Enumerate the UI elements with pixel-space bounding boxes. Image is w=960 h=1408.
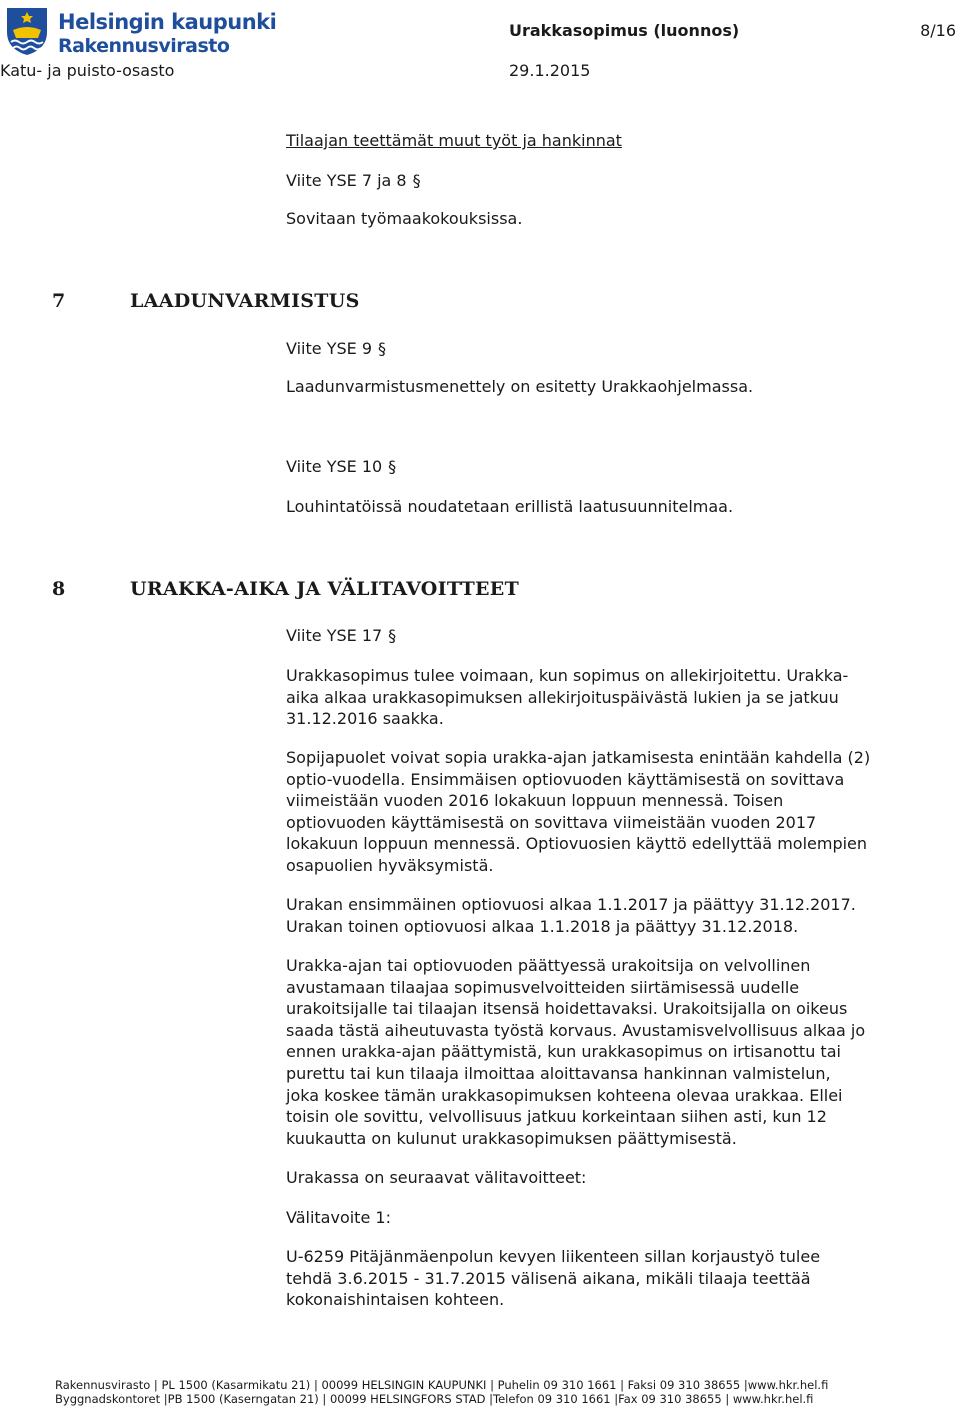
section-sign-icon: § [378,339,386,358]
page-number: 8/16 [920,21,956,40]
section-sign-icon: § [388,626,397,645]
footer-line-finnish: Rakennusvirasto | PL 1500 (Kasarmikatu 21) | 00099 HELSINGIN KAUPUNKI | Puhelin 09 310 1661 | Faksi 09 310 38655 |www.hkr.hel.fi [55,1378,829,1392]
paragraph: Urakassa on seuraavat välitavoitteet: [286,1168,587,1187]
reference-line: Viite YSE 10 § [286,457,397,476]
section-title: LAADUNVARMISTUS [130,290,360,312]
helsinki-crest-icon [4,6,50,56]
footer-line-swedish: Byggnadskontoret |PB 1500 (Kaserngatan 21) | 00099 HELSINGFORS STAD |Telefon 09 310 1661 |Fax 09 310 38655 | www.hkr.hel.fi [55,1392,814,1406]
paragraph: Sopijapuolet voivat sopia urakka-ajan jatkamisesta enintään kahdella (2) optio-vuodella. Ensimmäisen optiovuoden käyttämisestä on sovittava viimeistään vuoden 2016 lokakuun loppuun mennessä. Toisen optiovuoden käyttämisestä on sovittava viimeistään vuoden 2017 lokakuun loppuun mennessä. Optiovuosien käyttö edellyttää molempien osapuolien hyväksymistä. [286,748,871,875]
paragraph: U-6259 Pitäjänmäenpolun kevyen liikenteen sillan korjaustyö tulee tehdä 3.6.2015 - 31.7.2015 välisenä aikana, mikäli tilaaja teettää kokonaishintaisen kohteen. [286,1247,821,1310]
subsection-heading: Tilaajan teettämät muut työt ja hankinnat [286,131,622,150]
reference-line: Viite YSE 9 § [286,339,386,358]
paragraph: Louhintatöissä noudatetaan erillistä laatusuunnitelmaa. [286,497,734,516]
document-title: Urakkasopimus (luonnos) [509,21,740,40]
section-number: 7 [52,290,66,312]
paragraph: Urakan ensimmäinen optiovuosi alkaa 1.1.2017 ja päättyy 31.12.2017. Urakan toinen optiovuosi alkaa 1.1.2018 ja päättyy 31.12.2018. [286,895,856,936]
org-name-line1: Helsingin kaupunki [58,10,277,34]
section-title: URAKKA-AIKA JA VÄLITAVOITTEET [130,578,520,600]
paragraph: Laadunvarmistusmenettely on esitetty Urakkaohjelmassa. [286,377,754,396]
header-logo [4,6,277,58]
paragraph: Sovitaan työmaakokouksissa. [286,209,523,228]
section-sign-icon: § [388,457,397,476]
reference-line: Viite YSE 17 § [286,626,397,645]
paragraph: Urakka-ajan tai optiovuoden päättyessä urakoitsija on velvollinen avustamaan tilaajaa sopimusvelvoitteiden siirtämisessä uudelle urakoitsijalle tai tilaajan itsensä hoidettavaksi. Urakoitsijalla on oikeus saada tästä aiheutuvasta työstä korvaus. Avustamisvelvollisuus alkaa jo ennen urakka-ajan päättymistä, kun urakkasopimus on irtisanottu tai purettu tai kun tilaaja ilmoittaa aloittavansa hankinnan valmistelun, joka koskee tämän urakkasopimuksen kohteena olevaa urakkaa. Ellei toisin ole sovittu, velvollisuus jatkuu korkeintaan siihen asti, kun 12 kuukautta on kulunut urakkasopimuksen päättymisestä. [286,956,866,1148]
document-date: 29.1.2015 [509,61,591,80]
department: Katu- ja puisto-osasto [0,61,175,80]
section-sign-icon: § [412,171,421,190]
reference-line: Viite YSE 7 ja 8 § [286,171,421,190]
org-name-line2: Rakennusvirasto [58,35,230,57]
paragraph: Urakkasopimus tulee voimaan, kun sopimus on allekirjoitettu. Urakka- aika alkaa urakkasopimuksen allekirjoituspäivästä lukien ja se jatkuu 31.12.2016 saakka. [286,666,849,729]
paragraph: Välitavoite 1: [286,1208,391,1227]
section-number: 8 [52,578,66,600]
